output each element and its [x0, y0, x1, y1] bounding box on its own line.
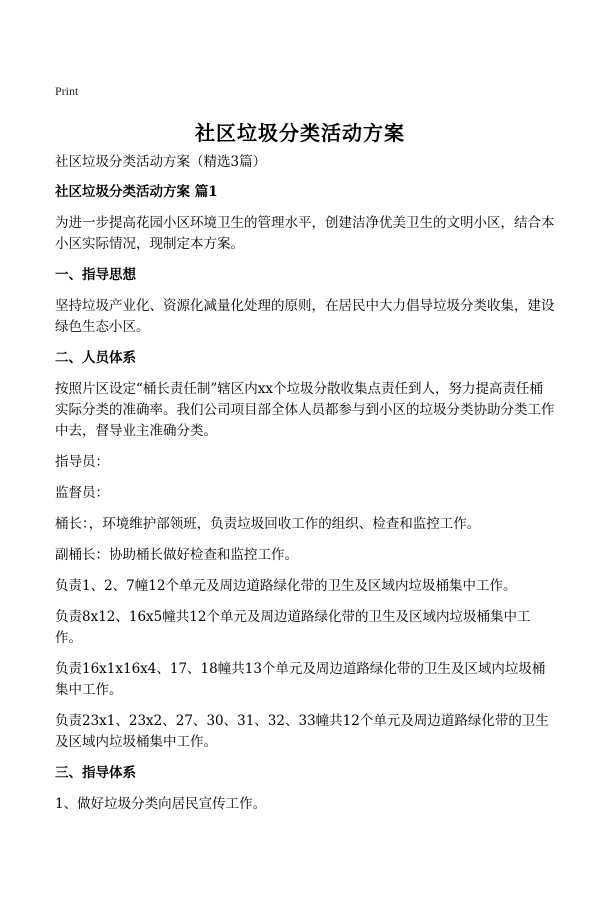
- document-title: 社区垃圾分类活动方案: [195, 121, 405, 145]
- document-body: [55, 152, 555, 825]
- bucket-chief-line: 桶长：，环境维护部领班，负责垃圾回收工作的组织、检查和监控工作。: [55, 516, 481, 532]
- personnel-paragraph: 按照片区设定“桶长责任制”辖区内xx个垃圾分散收集点责任到人，努力提高责任桶实际分类的准确率。我们公司项目部全体人员都参与到小区的垃圾分类协助分类工作中去，督导业主准确分类。: [55, 381, 555, 439]
- section-heading-guiding-ideology: 一、指导思想: [55, 267, 136, 283]
- print-label: Print: [55, 84, 79, 98]
- guidance-item-1: 1、做好垃圾分类向居民宣传工作。: [55, 796, 267, 812]
- intro-paragraph: 为进一步提高花园小区环境卫生的管理水平，创建洁净优美卫生的文明小区，结合本小区实际情况，现制定本方案。: [55, 215, 555, 252]
- duty-line-2: 负责8x12、16x5幢共12个单元及周边道路绿化带的卫生及区域内垃圾桶集中工作。: [55, 609, 531, 646]
- part-heading: 社区垃圾分类活动方案 篇1: [55, 184, 218, 200]
- guiding-ideology-paragraph: 坚持垃圾产业化、资源化减量化处理的原则，在居民中大力倡导垃圾分类收集，建设绿色生态小区。: [55, 298, 555, 335]
- supervisor-line: 监督员：: [55, 485, 109, 501]
- duty-line-4: 负责23x1、23x2、27、30、31、32、33幢共12个单元及周边道路绿化带的卫生及区域内垃圾桶集中工作。: [55, 713, 549, 750]
- duty-line-3: 负责16x1x16x4、17、18幢共13个单元及周边道路绿化带的卫生及区域内垃圾桶集中工作。: [55, 661, 546, 698]
- section-heading-personnel: 二、人员体系: [55, 350, 136, 366]
- document-subtitle: 社区垃圾分类活动方案（精选3篇）: [55, 154, 267, 170]
- deputy-chief-line: 副桶长：协助桶长做好检查和监控工作。: [55, 547, 298, 563]
- section-heading-guidance: 三、指导体系: [55, 765, 136, 781]
- guide-staff-line: 指导员：: [55, 454, 109, 470]
- duty-line-1: 负责1、2、7幢12个单元及周边道路绿化带的卫生及区域内垃圾桶集中工作。: [55, 578, 517, 594]
